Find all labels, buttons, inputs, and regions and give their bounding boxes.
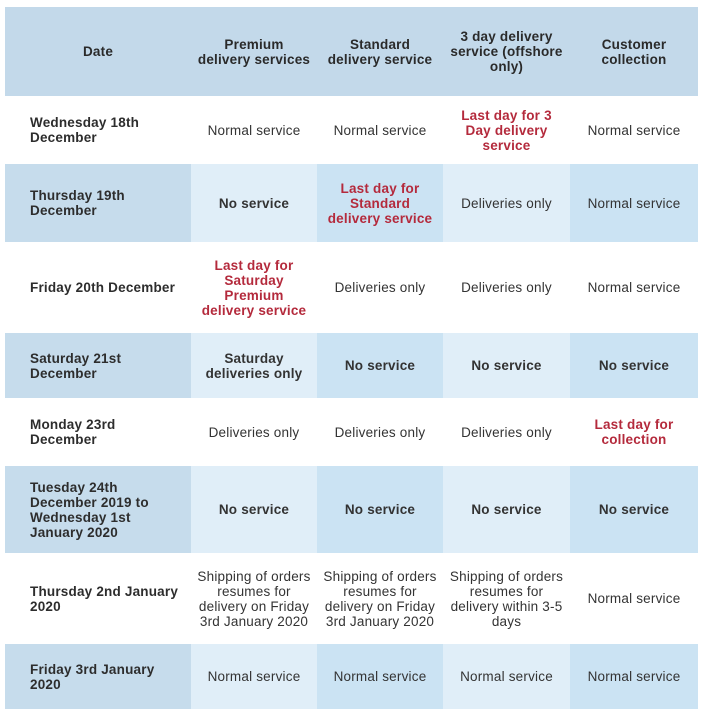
row-date: Friday 3rd January 2020 (5, 644, 191, 711)
cell-collection: Normal service (570, 555, 698, 644)
row-date: Thursday 19th December (5, 164, 191, 244)
header-premium: Premium delivery services (191, 7, 317, 98)
cell-standard: Shipping of orders resumes for delivery on Friday 3rd January 2020 (317, 555, 443, 644)
cell-three-day: No service (443, 466, 570, 555)
cell-three-day: Last day for 3 Day delivery service (443, 98, 570, 164)
cell-collection: Last day for collection (570, 400, 698, 466)
table-row (5, 644, 698, 711)
table-row (5, 164, 698, 244)
row-date: Tuesday 24th December 2019 to Wednesday 1st January 2020 (5, 466, 191, 555)
cell-three-day: Deliveries only (443, 244, 570, 333)
row-date: Wednesday 18th December (5, 98, 191, 164)
cell-premium: Shipping of orders resumes for delivery on Friday 3rd January 2020 (191, 555, 317, 644)
cell-standard: No service (317, 466, 443, 555)
cell-premium: Normal service (191, 644, 317, 711)
row-date: Thursday 2nd January 2020 (5, 555, 191, 644)
cell-standard: No service (317, 333, 443, 400)
cell-premium: Normal service (191, 98, 317, 164)
cell-premium: Saturday deliveries only (191, 333, 317, 400)
cell-premium: Deliveries only (191, 400, 317, 466)
table-row (5, 333, 698, 400)
cell-standard: Normal service (317, 98, 443, 164)
cell-three-day: No service (443, 333, 570, 400)
header-standard: Standard delivery service (317, 7, 443, 98)
table-row (5, 400, 698, 466)
cell-three-day: Deliveries only (443, 400, 570, 466)
table-row (5, 466, 698, 555)
cell-collection: Normal service (570, 644, 698, 711)
table-row (5, 244, 698, 333)
cell-standard: Deliveries only (317, 400, 443, 466)
cell-standard: Deliveries only (317, 244, 443, 333)
cell-three-day: Deliveries only (443, 164, 570, 244)
cell-collection: Normal service (570, 244, 698, 333)
header-collection: Customer collection (570, 7, 698, 98)
cell-collection: Normal service (570, 164, 698, 244)
cell-three-day: Shipping of orders resumes for delivery within 3-5 days (443, 555, 570, 644)
cell-standard: Normal service (317, 644, 443, 711)
row-date: Monday 23rd December (5, 400, 191, 466)
header-three-day: 3 day delivery service (offshore only) (443, 7, 570, 98)
cell-three-day: Normal service (443, 644, 570, 711)
table-row (5, 98, 698, 164)
holiday-delivery-table (5, 7, 698, 711)
header-date: Date (5, 7, 191, 98)
cell-premium: No service (191, 466, 317, 555)
row-date: Friday 20th December (5, 244, 191, 333)
cell-standard: Last day for Standard delivery service (317, 164, 443, 244)
cell-collection: Normal service (570, 98, 698, 164)
cell-premium: No service (191, 164, 317, 244)
cell-premium: Last day for Saturday Premium delivery service (191, 244, 317, 333)
table-row (5, 555, 698, 644)
row-date: Saturday 21st December (5, 333, 191, 400)
cell-collection: No service (570, 333, 698, 400)
cell-collection: No service (570, 466, 698, 555)
table-header-row (5, 7, 698, 98)
